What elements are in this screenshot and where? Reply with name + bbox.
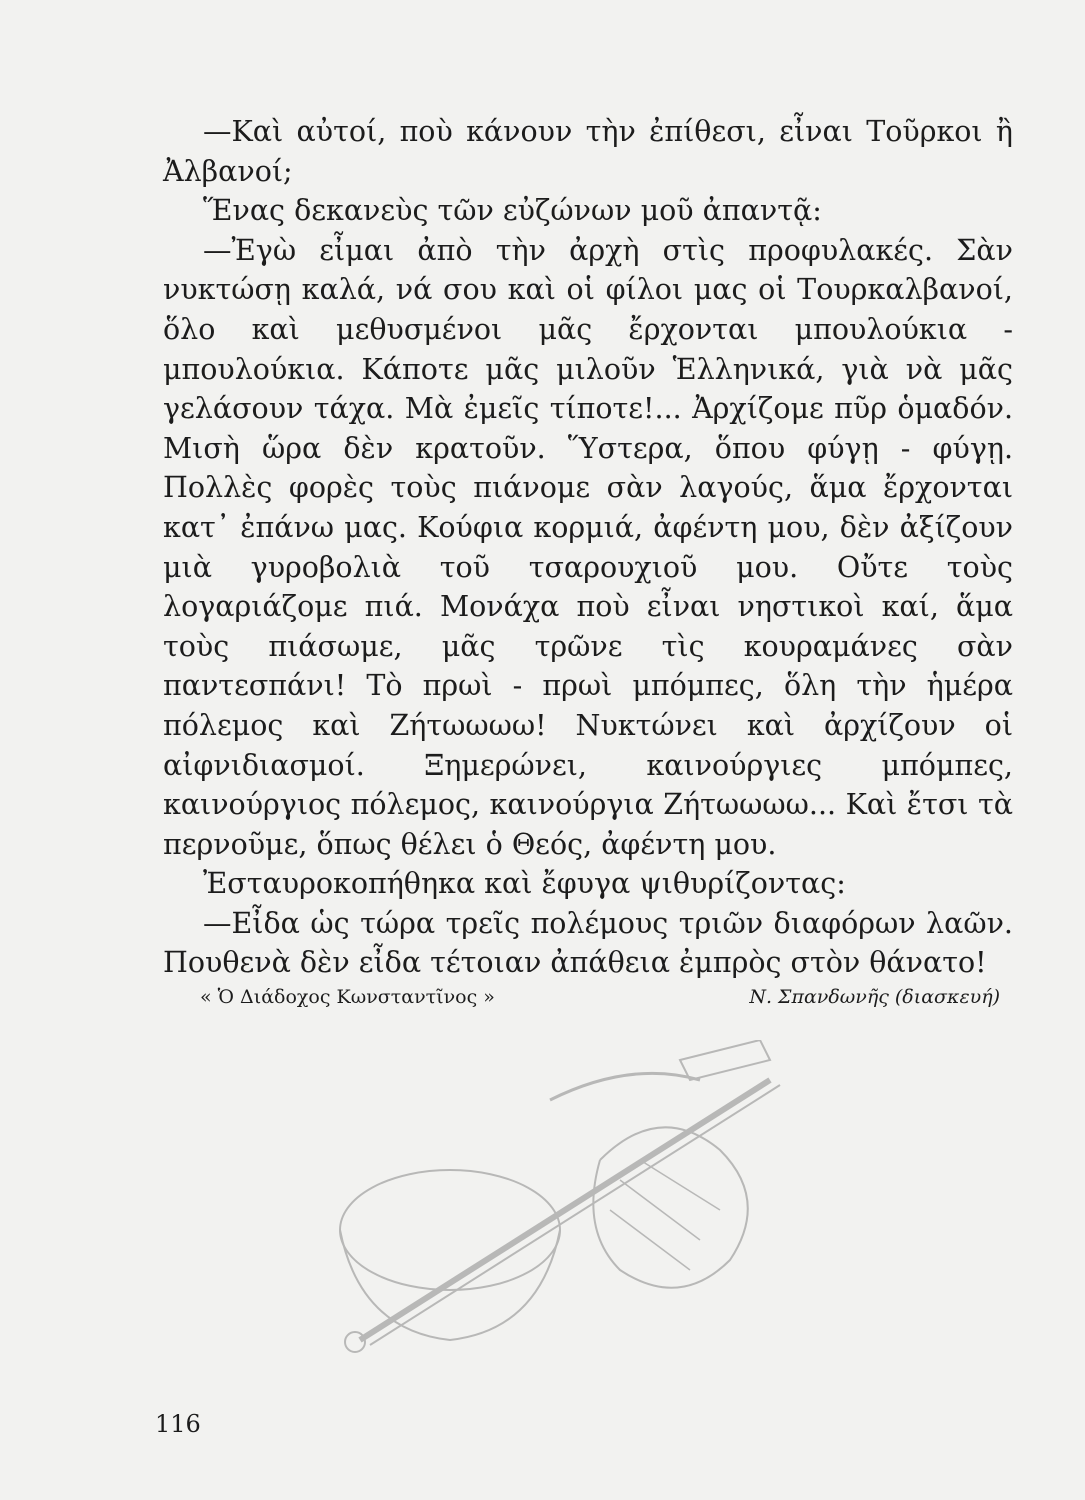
paragraph: —Καὶ αὐτοί, ποὺ κάνουν τὴν ἐπίθεσι, εἶναι Τοῦρκοι ἢ Ἀλβανοί; [163,115,1013,188]
paragraph: —Ἐγὼ εἶμαι ἀπὸ τὴν ἀρχὴ στὶς προφυλακές. Σὰν νυκτώσῃ καλά, νά σου καὶ οἱ φίλοι μας οἱ Τουρκαλβανοί, ὅλο καὶ μεθυσμένοι μᾶς ἔρχονται μπουλούκια - μπουλούκια. Κάποτε μᾶς μιλοῦν Ἑλληνικά, γιὰ νὰ μᾶς γελάσουν τάχα. Μὰ ἐμεῖς τίποτε!... Ἀρχίζομε πῦρ ὁμαδόν. Μισὴ ὥρα δὲν κρατοῦν. Ὕστερα, ὅπου φύγῃ - φύγῃ. Πολλὲς φορὲς τοὺς πιάνομε σὰν λαγούς, ἅμα ἔρχονται κατ᾽ ἐπάνω μας. Κούφια κορμιά, ἀφέντη μου, δὲν ἀξίζουν μιὰ γυροβολιὰ τοῦ τσαρουχιοῦ μου. Οὔτε τοὺς λογαριάζομε πιά. Μονάχα ποὺ εἶναι νηστικοὶ καί, ἅμα τοὺς πιάσωμε, μᾶς τρῶνε τὶς κουραμάνες σὰν παντεσπάνι! Τὸ πρωὶ - πρωὶ μπόμπες, ὅλη τὴν ἡμέρα πόλεμος καὶ Ζήτωωωω! Νυκτώνει καὶ ἀρχίζουν οἱ αἰφνιδιασμοί. Ξημερώνει, καινούργιες μπόμπες, καινούργιος πόλεμος, καινούργια Ζήτωωωω... Καὶ ἔτσι τὰ περνοῦμε, ὅπως θέλει ὁ Θεός, ἀφέντη μου. [163,233,1013,861]
paragraph: Ἐσταυροκοπήθηκα καὶ ἔφυγα ψιθυρίζοντας: [203,867,846,901]
body-text [163,112,1013,983]
background-illustration [300,1040,860,1360]
source-author: Ν. Σπανδωνῆς (διασκευή) [749,986,1000,1008]
paragraph: Ἕνας δεκανεὺς τῶν εὐζώνων μοῦ ἀπαντᾷ: [203,194,822,228]
page-number: 116 [155,1410,201,1438]
source-book-title: « Ὁ Διάδοχος Κωνσταντῖνος » [200,986,495,1008]
paragraph: —Εἶδα ὡς τώρα τρεῖς πολέμους τριῶν διαφόρων λαῶν. Πουθενὰ δὲν εἶδα τέτοιαν ἀπάθεια ἐμπρὸς στὸν θάνατο! [163,906,1013,980]
